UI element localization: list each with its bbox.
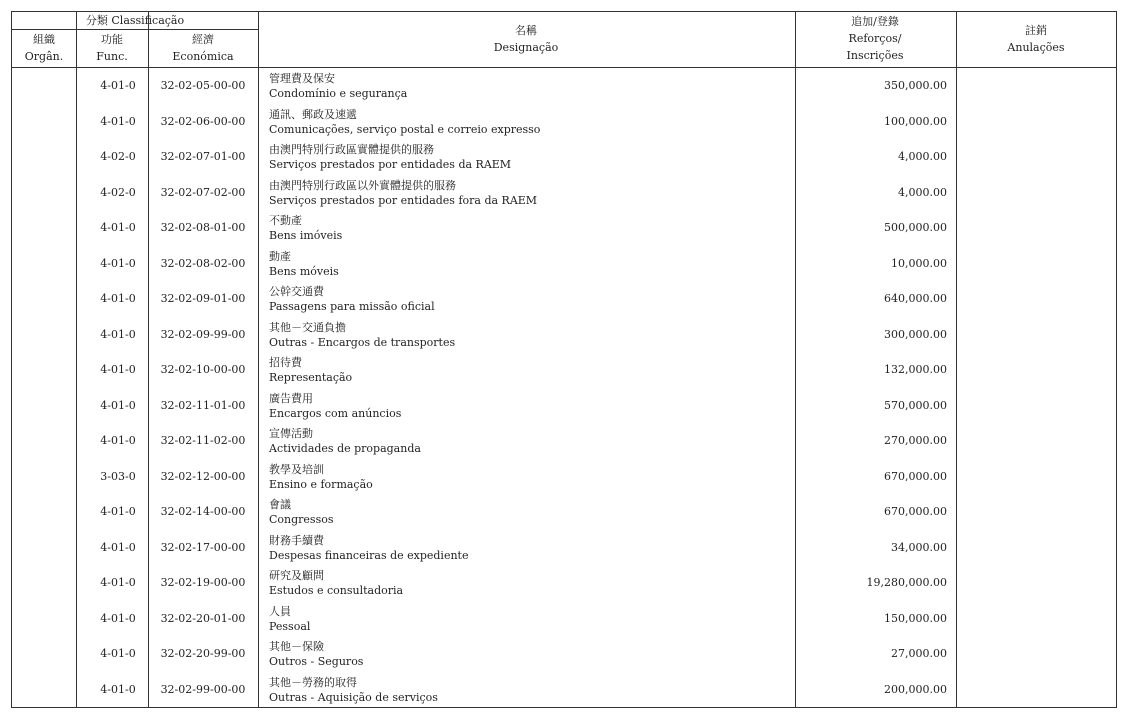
func-code: 4-01-0 [100, 611, 136, 625]
header-annulment-pt: Anulações [1007, 41, 1065, 54]
func-code: 4-01-0 [100, 79, 136, 92]
reinforcement-amount: 640,000.00 [884, 292, 947, 305]
func-code: 4-01-0 [100, 505, 136, 518]
designation-zh: 通訊、郵政及速遞 [269, 107, 357, 121]
econ-code: 32-02-10-00-00 [160, 363, 246, 376]
econ-code: 32-02-19-00-00 [160, 576, 246, 589]
header-bottom-line [12, 67, 1116, 68]
header-reinforcement-pt2: Inscrições [846, 49, 904, 62]
budget-table [11, 11, 1117, 708]
table-row [12, 673, 1116, 709]
designation-pt: Estudos e consultadoria [269, 584, 404, 597]
reinforcement-amount: 300,000.00 [884, 327, 947, 341]
reinforcement-amount: 670,000.00 [884, 505, 947, 518]
reinforcement-amount: 4,000.00 [898, 150, 947, 163]
designation-zh: 研究及顧問 [269, 569, 324, 582]
reinforcement-amount: 670,000.00 [884, 469, 947, 483]
econ-code: 32-02-99-00-00 [160, 682, 246, 696]
econ-code: 32-02-11-01-00 [160, 398, 246, 412]
designation-pt: Despesas financeiras de expediente [269, 548, 469, 562]
designation-zh: 不動產 [269, 214, 302, 227]
designation-zh: 其他－勞務的取得 [269, 675, 357, 689]
header-organ-pt: Orgân. [24, 50, 64, 63]
econ-code: 32-02-08-01-00 [160, 221, 246, 234]
econ-code: 32-02-06-00-00 [160, 114, 246, 128]
func-code: 4-02-0 [100, 150, 136, 163]
designation-zh: 其他－保險 [269, 640, 324, 653]
designation-zh: 由澳門特別行政區實體提供的服務 [269, 143, 434, 156]
designation-pt: Pessoal [269, 619, 311, 633]
designation-pt: Outras - Aquisição de serviços [269, 690, 438, 704]
reinforcement-amount: 270,000.00 [884, 434, 947, 447]
header-designation-pt: Designação [493, 41, 559, 54]
designation-zh: 財務手續費 [269, 533, 324, 547]
designation-pt: Condomínio e segurança [269, 87, 408, 100]
reinforcement-amount: 132,000.00 [884, 363, 947, 376]
designation-zh: 宣傳活動 [269, 427, 313, 440]
table-row [12, 637, 1116, 673]
table-row [12, 247, 1116, 283]
econ-code: 32-02-07-01-00 [160, 150, 246, 163]
designation-pt: Ensino e formação [269, 477, 373, 491]
func-code: 4-01-0 [100, 292, 136, 305]
func-code: 4-02-0 [100, 185, 136, 199]
designation-zh: 廣告費用 [269, 391, 313, 405]
table-row [12, 105, 1116, 141]
econ-code: 32-02-20-01-00 [160, 611, 246, 625]
reinforcement-amount: 100,000.00 [884, 114, 947, 128]
designation-pt: Serviços prestados por entidades fora da RAEM [269, 193, 538, 207]
header-reinforcement-zh: 追加/登錄 [851, 15, 899, 28]
econ-code: 32-02-09-99-00 [160, 327, 246, 341]
reinforcement-amount: 350,000.00 [884, 79, 947, 92]
econ-code: 32-02-11-02-00 [160, 434, 246, 447]
designation-zh: 公幹交通費 [269, 285, 324, 298]
econ-code: 32-02-08-02-00 [160, 256, 246, 270]
func-code: 4-01-0 [100, 576, 136, 589]
designation-zh: 招待費 [269, 356, 302, 369]
table-row [12, 602, 1116, 638]
designation-pt: Passagens para missão oficial [269, 300, 435, 313]
table-row [12, 460, 1116, 496]
func-code: 4-01-0 [100, 114, 136, 128]
reinforcement-amount: 150,000.00 [884, 611, 947, 625]
table-row [12, 69, 1116, 105]
table-row [12, 140, 1116, 176]
table-row [12, 353, 1116, 389]
designation-pt: Representação [269, 371, 353, 384]
econ-code: 32-02-20-99-00 [160, 647, 246, 660]
func-code: 4-01-0 [100, 221, 136, 234]
designation-zh: 會議 [269, 498, 291, 511]
header-econ-pt: Económica [172, 50, 234, 63]
reinforcement-amount: 200,000.00 [884, 682, 947, 696]
table-row [12, 318, 1116, 354]
func-code: 4-01-0 [100, 327, 136, 341]
reinforcement-amount: 500,000.00 [884, 221, 947, 234]
header-econ-zh: 經濟 [192, 33, 214, 46]
designation-pt: Outras - Encargos de transportes [269, 335, 456, 349]
designation-zh: 動產 [269, 249, 291, 263]
designation-zh: 由澳門特別行政區以外實體提供的服務 [269, 178, 456, 192]
econ-code: 32-02-05-00-00 [160, 79, 246, 92]
func-code: 4-01-0 [100, 540, 136, 554]
reinforcement-amount: 570,000.00 [884, 398, 947, 412]
reinforcement-amount: 27,000.00 [891, 647, 947, 660]
header-func-zh: 功能 [101, 33, 123, 46]
designation-pt: Bens imóveis [269, 229, 343, 242]
designation-pt: Bens móveis [269, 264, 339, 278]
func-code: 4-01-0 [100, 363, 136, 376]
designation-pt: Actividades de propaganda [269, 442, 421, 455]
designation-pt: Serviços prestados por entidades da RAEM [269, 158, 512, 171]
header-organ-zh: 組織 [33, 33, 55, 46]
func-code: 4-01-0 [100, 256, 136, 270]
designation-zh: 其他－交通負擔 [269, 320, 346, 334]
header-reinforcement-pt1: Reforços/ [848, 32, 902, 45]
designation-pt: Outros - Seguros [269, 655, 364, 668]
reinforcement-amount: 4,000.00 [898, 185, 947, 199]
designation-zh: 管理費及保安 [269, 72, 335, 85]
reinforcement-amount: 19,280,000.00 [866, 576, 947, 589]
econ-code: 32-02-14-00-00 [160, 505, 246, 518]
func-code: 4-01-0 [100, 398, 136, 412]
designation-pt: Comunicações, serviço postal e correio expresso [269, 122, 541, 136]
table-row [12, 424, 1116, 460]
func-code: 4-01-0 [100, 647, 136, 660]
econ-code: 32-02-17-00-00 [160, 540, 246, 554]
table-row [12, 531, 1116, 567]
header-classification: 分類 Classificação [85, 14, 185, 27]
table-row [12, 176, 1116, 212]
table-row [12, 211, 1116, 247]
header-designation-zh: 名稱 [515, 24, 537, 37]
table-row [12, 495, 1116, 531]
table-row [12, 566, 1116, 602]
designation-pt: Encargos com anúncios [269, 406, 402, 420]
table-row [12, 389, 1116, 425]
econ-code: 32-02-07-02-00 [160, 185, 246, 199]
header-func-pt: Func. [96, 50, 128, 63]
designation-pt: Congressos [269, 513, 334, 526]
designation-zh: 教學及培訓 [269, 462, 324, 476]
classification-divider [12, 29, 258, 30]
func-code: 4-01-0 [100, 682, 136, 696]
func-code: 3-03-0 [100, 469, 136, 483]
table-row [12, 282, 1116, 318]
econ-code: 32-02-12-00-00 [160, 469, 246, 483]
econ-code: 32-02-09-01-00 [160, 292, 246, 305]
header-annulment-zh: 註銷 [1025, 24, 1047, 37]
reinforcement-amount: 34,000.00 [891, 540, 947, 554]
func-code: 4-01-0 [100, 434, 136, 447]
reinforcement-amount: 10,000.00 [891, 256, 947, 270]
designation-zh: 人員 [269, 604, 291, 618]
